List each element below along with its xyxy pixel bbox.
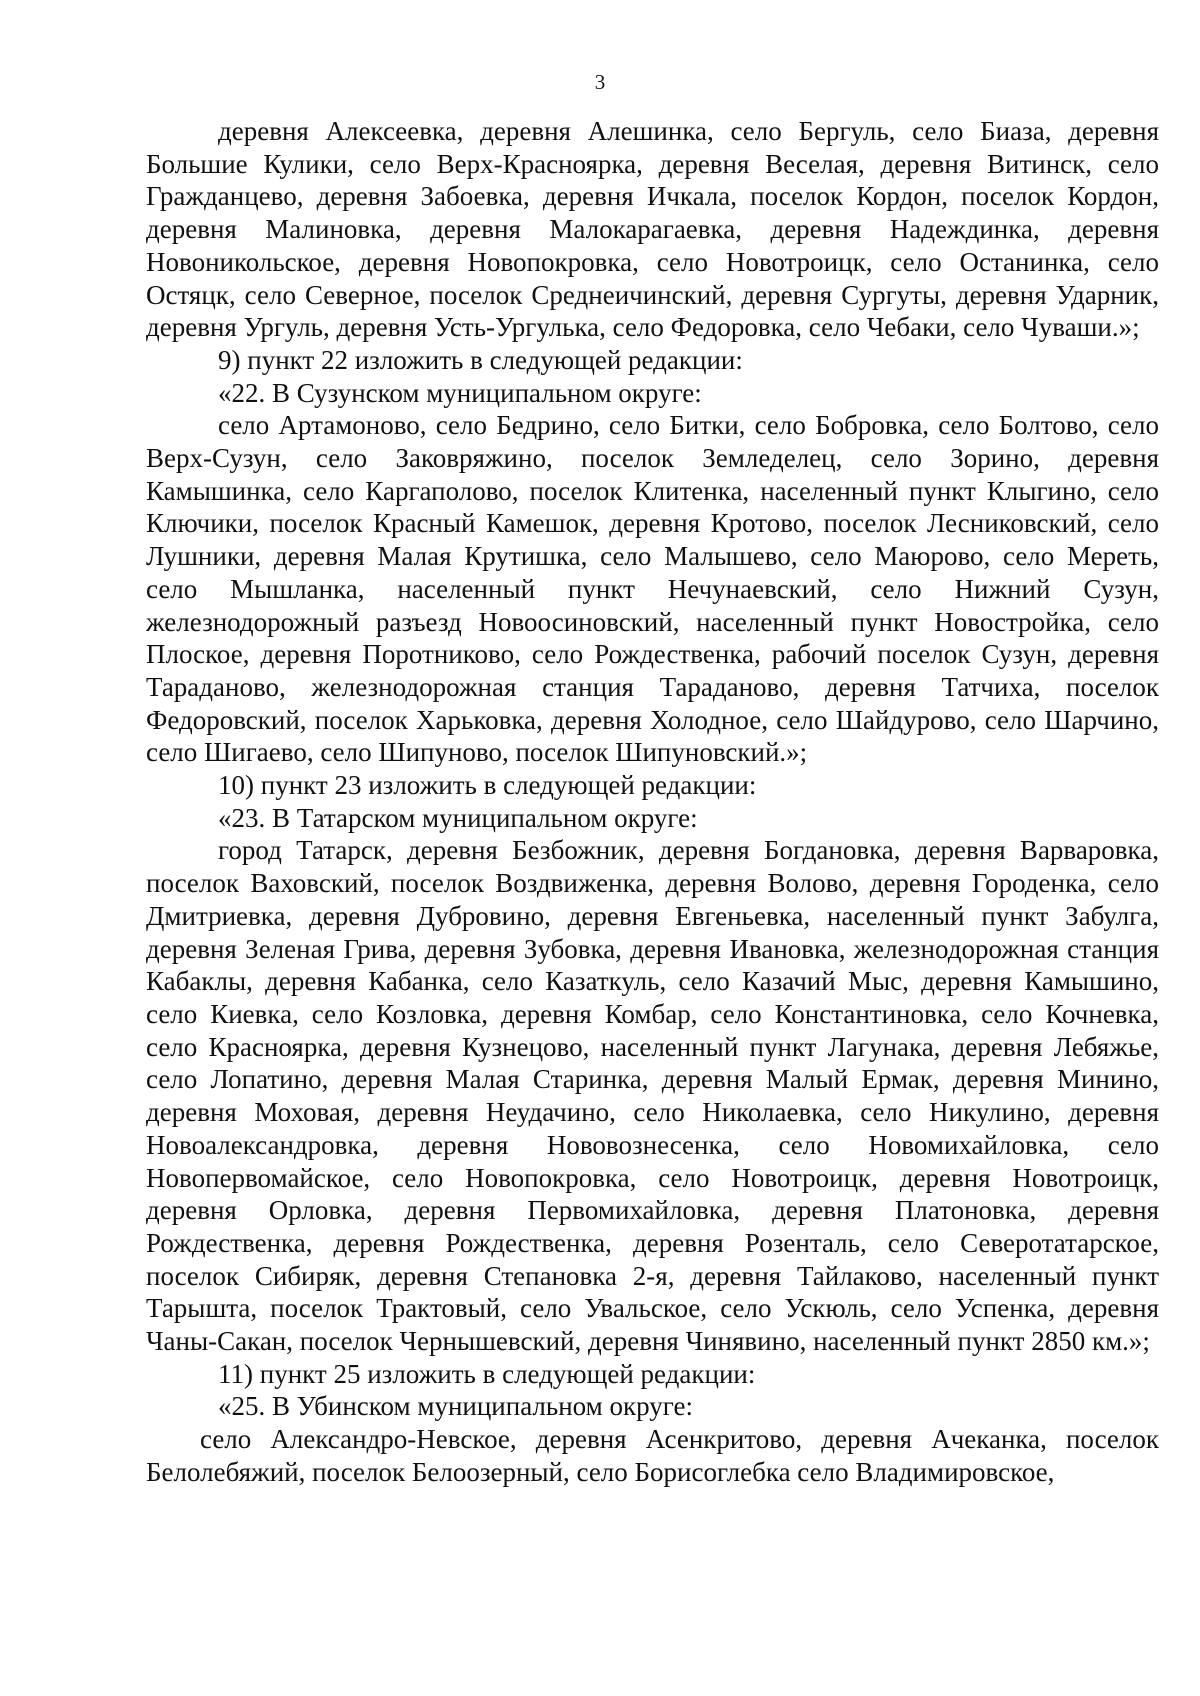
paragraph-item-10: 10) пункт 23 изложить в следующей редакции: xyxy=(218,770,757,801)
paragraph-ubinsk-heading: «25. В Убинском муниципальном округе: xyxy=(218,1391,693,1422)
paragraph-suzun-heading: «22. В Сузунском муниципальном округе: xyxy=(218,377,702,408)
paragraph-item-9: 9) пункт 22 изложить в следующей редакции: xyxy=(218,344,743,375)
paragraph-suzun-list: село Артамоново, село Бедрино, село Битки, село Бобровка, село Болтово, село Верх-Сузун, село Заковряжино, поселок Земледелец, село Зорино, деревня Камышинка, село Каргаполово, поселок Клитенка, населенный пункт Клыгино, село Ключики, поселок Красный Камешок, деревня Кротово, поселок Лесниковский, село Лушники, деревня Малая Крутишка, село Малышево, село Маюрово, село Мереть, село Мышланка, населенный пункт Нечунаевский, село Нижний Сузун, железнодорожный разъезд Новоосиновский, населенный пункт Новостройка, село Плоское, деревня Поротниково, село Рождественка, рабочий поселок Сузун, деревня Тараданово, железнодорожная станция Тараданово, деревня Татчиха, поселок Федоровский, поселок Харьковка, деревня Холодное, село Шайдурово, село Шарчино, село Шигаево, село Шипуново, поселок Шипуновский.»; xyxy=(146,410,1159,768)
paragraph-tatarsk-heading: «23. В Татарском муниципальном округе: xyxy=(218,802,698,833)
paragraph-settlements-list-continued: деревня Алексеевка, деревня Алешинка, село Бергуль, село Биаза, деревня Большие Кулики, село Верх-Красноярка, деревня Веселая, деревня Витинск, село Гражданцево, деревня Забоевка, деревня Ичкала, поселок Кордон, поселок Кордон, деревня Малиновка, деревня Малокарагаевка, деревня Надеждинка, деревня Новоникольское, деревня Новопокровка, село Новотроицк, село Останинка, село Остяцк, село Северное, поселок Среднеичинский, деревня Сургуты, деревня Ударник, деревня Ургуль, деревня Усть-Ургулька, село Федоровка, село Чебаки, село Чуваши.»; xyxy=(146,116,1159,343)
paragraph-item-11: 11) пункт 25 изложить в следующей редакции: xyxy=(218,1358,756,1389)
paragraph-ubinsk-list: село Александро-Невское, деревня Асенкритово, деревня Ачеканка, поселок Белолебяжий, поселок Белоозерный, село Борисоглебка село Владимировское, xyxy=(146,1424,1159,1487)
paragraph-tatarsk-list: город Татарск, деревня Безбожник, деревня Богдановка, деревня Варваровка, поселок Ваховский, поселок Воздвиженка, деревня Волово, деревня Городенка, село Дмитриевка, деревня Дубровино, деревня Евгеньевка, населенный пункт Забулга, деревня Зеленая Грива, деревня Зубовка, деревня Ивановка, железнодорожная станция Кабаклы, деревня Кабанка, село Казаткуль, село Казачий Мыс, деревня Камышино, село Киевка, село Козловка, деревня Комбар, село Константиновка, село Кочневка, село Красноярка, деревня Кузнецово, населенный пункт Лагунака, деревня Лебяжье, село Лопатино, деревня Малая Старинка, деревня Малый Ермак, деревня Минино, деревня Моховая, деревня Неудачино, село Николаевка, село Никулино, деревня Новоалександровка, деревня Нововознесенка, село Новомихайловка, село Новопервомайское, село Новопокровка, село Новотроицк, деревня Новотроицк, деревня Орловка, деревня Первомихайловка, деревня Платоновка, деревня Рождественка, деревня Рождественка, деревня Розенталь, село Северотатарское, поселок Сибиряк, деревня Степановка 2-я, деревня Тайлаково, населенный пункт Тарышта, поселок Трактовый, село Увальское, село Ускюль, село Успенка, деревня Чаны-Сакан, поселок Чернышевский, деревня Чинявино, населенный пункт 2850 км.»; xyxy=(146,835,1159,1357)
document-body xyxy=(146,115,1159,1489)
page-number: 3 xyxy=(594,70,606,94)
